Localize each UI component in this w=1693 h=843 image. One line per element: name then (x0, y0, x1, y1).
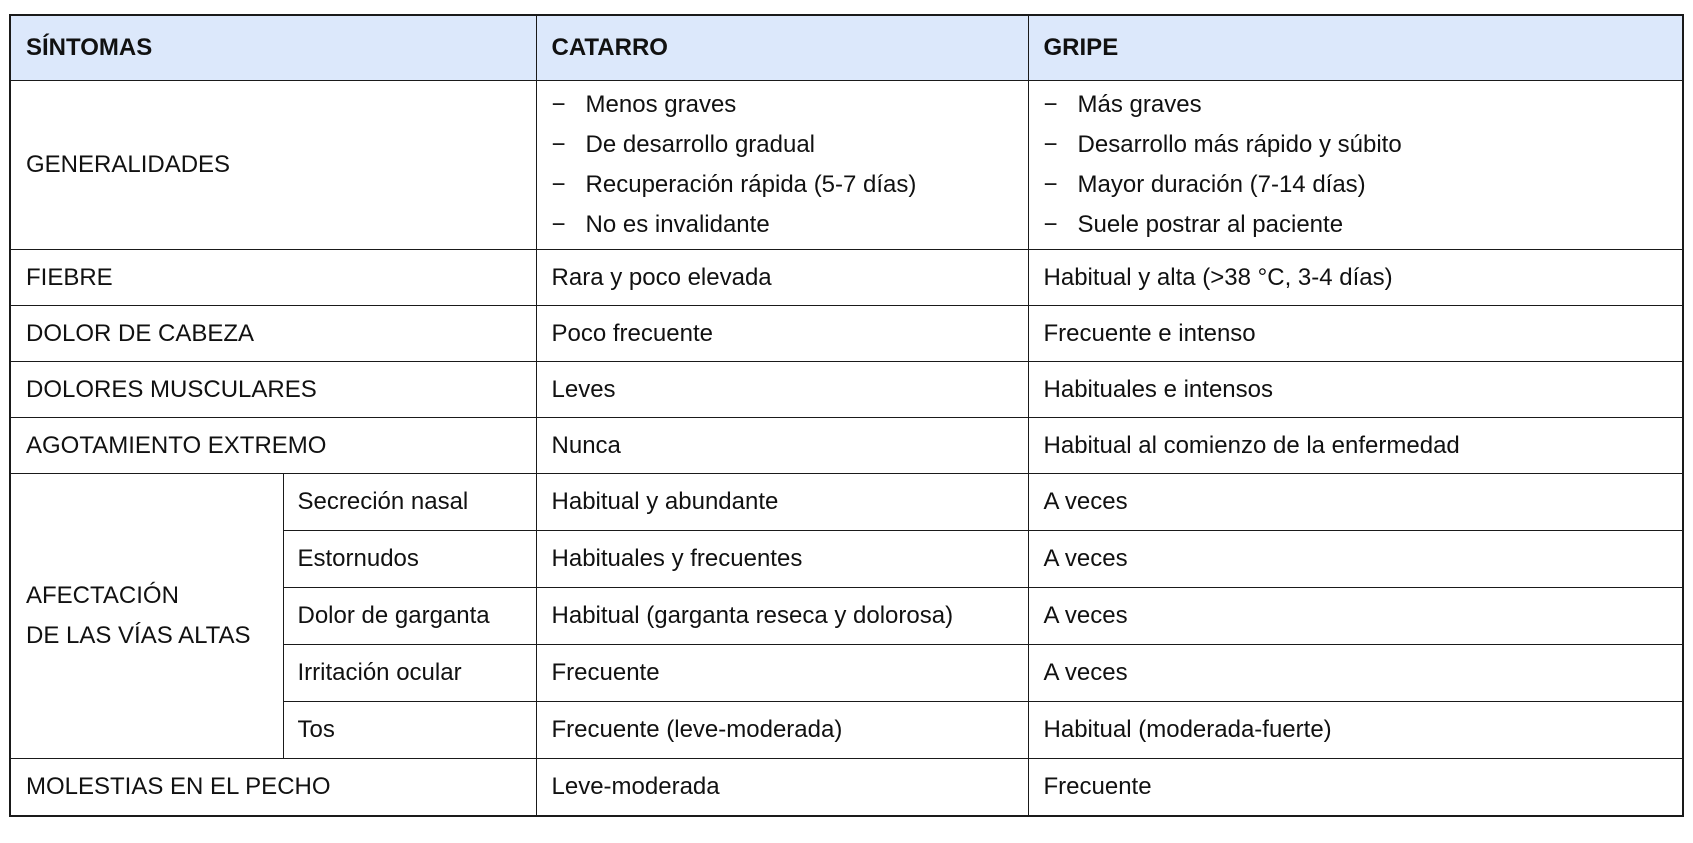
header-row (10, 15, 1683, 81)
row-generalidades (10, 81, 1683, 250)
cold-cell: Habituales y frecuentes (536, 531, 1028, 588)
list-item: − De desarrollo gradual (552, 125, 1028, 165)
vias-altas-label-line1: AFECTACIÓN (26, 582, 179, 609)
list-item: − Desarrollo más rápido y súbito (1044, 125, 1683, 165)
flu-cell: Habitual y alta (>38 °C, 3-4 días) (1028, 250, 1683, 306)
cold-cell: Leve-moderada (536, 759, 1028, 816)
list-item: − Suele postrar al paciente (1044, 205, 1683, 245)
flu-cell: A veces (1028, 531, 1683, 588)
flu-cell: Frecuente (1028, 759, 1683, 816)
cold-cell: Leves (536, 362, 1028, 418)
flu-cell: A veces (1028, 588, 1683, 645)
symptoms-comparison-table (9, 14, 1684, 817)
vias-altas-label (10, 474, 283, 759)
header-cold: CATARRO (536, 15, 1028, 81)
flu-cell: A veces (1028, 474, 1683, 531)
flu-cell: Habituales e intensos (1028, 362, 1683, 418)
cold-cell: Rara y poco elevada (536, 250, 1028, 306)
flu-cell: A veces (1028, 645, 1683, 702)
sub-symptom-label: Dolor de garganta (283, 588, 536, 645)
flu-generalidades-cell (1028, 81, 1683, 250)
cold-generalidades-cell (536, 81, 1028, 250)
row-label: FIEBRE (10, 250, 536, 306)
sub-symptom-label: Estornudos (283, 531, 536, 588)
cold-cell: Frecuente (536, 645, 1028, 702)
list-item: − No es invalidante (552, 205, 1028, 245)
row-label: DOLOR DE CABEZA (10, 306, 536, 362)
flu-cell: Habitual (moderada-fuerte) (1028, 702, 1683, 759)
row-label: GENERALIDADES (10, 81, 536, 250)
cold-cell: Habitual (garganta reseca y dolorosa) (536, 588, 1028, 645)
flu-cell: Habitual al comienzo de la enfermedad (1028, 418, 1683, 474)
table-row (10, 474, 1683, 531)
sub-symptom-label: Secreción nasal (283, 474, 536, 531)
row-label: MOLESTIAS EN EL PECHO (10, 759, 536, 816)
list-item: − Más graves (1044, 85, 1683, 125)
table-row (10, 759, 1683, 816)
table-row (10, 362, 1683, 418)
row-label: DOLORES MUSCULARES (10, 362, 536, 418)
cold-cell: Habitual y abundante (536, 474, 1028, 531)
list-item: − Menos graves (552, 85, 1028, 125)
list-item: − Recuperación rápida (5-7 días) (552, 165, 1028, 205)
flu-cell: Frecuente e intenso (1028, 306, 1683, 362)
header-flu: GRIPE (1028, 15, 1683, 81)
sub-symptom-label: Irritación ocular (283, 645, 536, 702)
vias-altas-label-line2: DE LAS VÍAS ALTAS (26, 622, 251, 649)
cold-cell: Nunca (536, 418, 1028, 474)
cold-cell: Frecuente (leve-moderada) (536, 702, 1028, 759)
table-row (10, 250, 1683, 306)
table-row (10, 418, 1683, 474)
cold-cell: Poco frecuente (536, 306, 1028, 362)
header-symptoms: SÍNTOMAS (10, 15, 536, 81)
table-row (10, 306, 1683, 362)
row-label: AGOTAMIENTO EXTREMO (10, 418, 536, 474)
sub-symptom-label: Tos (283, 702, 536, 759)
list-item: − Mayor duración (7-14 días) (1044, 165, 1683, 205)
